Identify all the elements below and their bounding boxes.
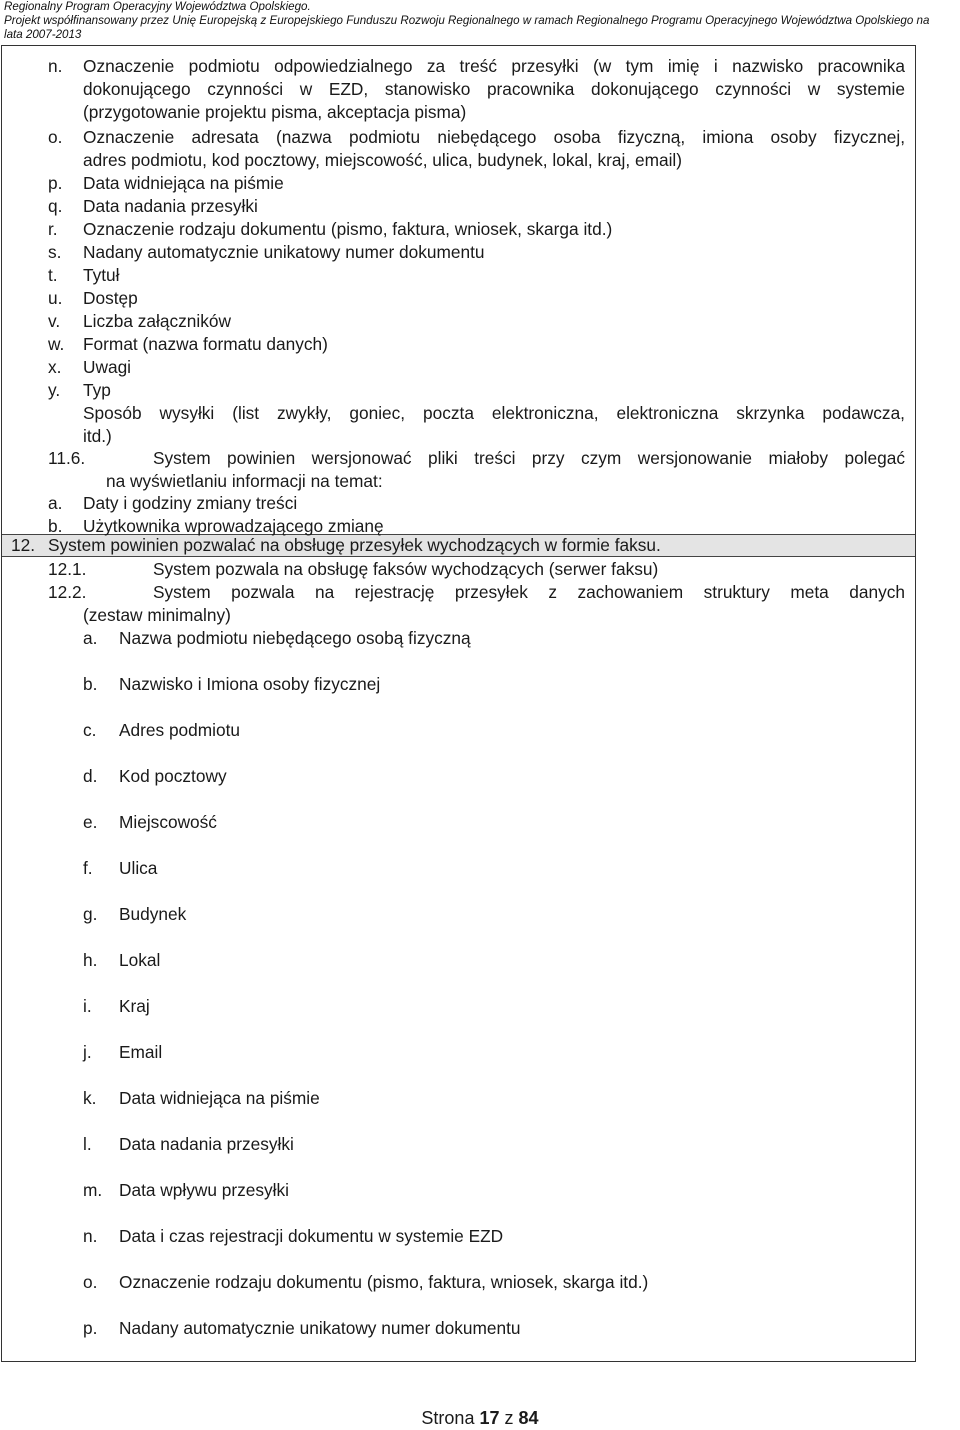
item-o-marker: o. xyxy=(48,127,63,147)
req-11-6-b-marker: b. xyxy=(48,516,63,536)
item-t-marker: t. xyxy=(48,265,58,285)
field-text: Data nadania przesyłki xyxy=(119,1134,294,1154)
item-n-line-1: Oznaczenie podmiotu odpowiedzialnego za treść przesyłki (w tym imię i nazwisko pracownika xyxy=(83,56,905,76)
item-q-marker: q. xyxy=(48,196,63,216)
item-w-marker: w. xyxy=(48,334,65,354)
field-marker: e. xyxy=(83,812,98,832)
section-12-number: 12. xyxy=(11,535,36,555)
field-marker: i. xyxy=(83,996,92,1016)
field-text: Data widniejąca na piśmie xyxy=(119,1088,320,1108)
footer-separator: z xyxy=(504,1408,514,1428)
field-text: Lokal xyxy=(119,950,161,970)
item-p-text: Data widniejąca na piśmie xyxy=(83,173,284,193)
field-marker: c. xyxy=(83,720,97,740)
req-12-1-number: 12.1. xyxy=(48,559,87,579)
field-marker: d. xyxy=(83,766,98,786)
field-marker: n. xyxy=(83,1226,98,1246)
item-p-marker: p. xyxy=(48,173,63,193)
section-12-title: System powinien pozwalać na obsługę przesyłek wychodzących w formie faksu. xyxy=(48,535,661,555)
req-11-6-a-marker: a. xyxy=(48,493,63,513)
req-12-2-line-1: System pozwala na rejestrację przesyłek z zachowaniem struktury meta danych xyxy=(153,582,905,602)
item-x-marker: x. xyxy=(48,357,62,377)
field-text: Budynek xyxy=(119,904,187,924)
item-n-line-3: (przygotowanie projektu pisma, akceptacja pisma) xyxy=(83,102,467,122)
item-r-text: Oznaczenie rodzaju dokumentu (pismo, faktura, wniosek, skarga itd.) xyxy=(83,219,613,239)
field-text: Adres podmiotu xyxy=(119,720,241,740)
field-text: Ulica xyxy=(119,858,158,878)
item-y-line-2: itd.) xyxy=(83,426,112,446)
field-marker: b. xyxy=(83,674,98,694)
field-marker: p. xyxy=(83,1318,98,1338)
item-s-text: Nadany automatycznie unikatowy numer dokumentu xyxy=(83,242,485,262)
item-t-text: Tytuł xyxy=(83,265,120,285)
field-marker: g. xyxy=(83,904,98,924)
item-u-text: Dostęp xyxy=(83,288,138,308)
req-11-6-number: 11.6. xyxy=(48,448,86,468)
field-text: Nadany automatycznie unikatowy numer dokumentu xyxy=(119,1318,521,1338)
item-u-marker: u. xyxy=(48,288,63,308)
field-marker: k. xyxy=(83,1088,97,1108)
item-s-marker: s. xyxy=(48,242,62,262)
item-n-marker: n. xyxy=(48,56,63,76)
item-y-line-1: Sposób wysyłki (list zwykły, goniec, poczta elektroniczna, elektroniczna skrzynka podawcza, xyxy=(83,403,905,423)
requirements-table xyxy=(1,45,916,1362)
req-11-6-a-text: Daty i godziny zmiany treści xyxy=(83,493,298,513)
header-line-2: Projekt współfinansowany przez Unię Europejską z Europejskiego Funduszu Rozwoju Regionalnego w ramach Regionalnego Programu Operacyjnego Województwa Opolskiego na xyxy=(4,14,930,27)
field-text: Data wpływu przesyłki xyxy=(119,1180,289,1200)
item-v-text: Liczba załączników xyxy=(83,311,231,331)
item-y-text: Typ xyxy=(83,380,111,400)
field-text: Oznaczenie rodzaju dokumentu (pismo, faktura, wniosek, skarga itd.) xyxy=(119,1272,649,1292)
req-11-6-line-2: na wyświetlaniu informacji na temat: xyxy=(106,471,383,491)
field-text: Kraj xyxy=(119,996,150,1016)
req-12-2-line-2: (zestaw minimalny) xyxy=(83,605,231,625)
req-12-2-number: 12.2. xyxy=(48,582,87,602)
field-marker: f. xyxy=(83,858,93,878)
req-11-6-b-text: Użytkownika wprowadzającego zmianę xyxy=(83,516,384,536)
item-q-text: Data nadania przesyłki xyxy=(83,196,258,216)
field-text: Nazwa podmiotu niebędącego osobą fizyczną xyxy=(119,628,471,648)
header-line-3: lata 2007-2013 xyxy=(4,28,82,41)
item-n-line-2: dokonującego czynności w EZD, stanowisko pracownika dokonującego czynności w systemie xyxy=(83,79,905,99)
field-marker: o. xyxy=(83,1272,98,1292)
field-marker: m. xyxy=(83,1180,103,1200)
field-marker: a. xyxy=(83,628,98,648)
footer-page-total: 84 xyxy=(518,1408,539,1428)
item-o-line-2: adres podmiotu, kod pocztowy, miejscowość, ulica, budynek, lokal, kraj, email) xyxy=(83,150,683,170)
footer-prefix: Strona xyxy=(421,1408,475,1428)
field-text: Email xyxy=(119,1042,163,1062)
header-line-1: Regionalny Program Operacyjny Województwa Opolskiego. xyxy=(4,0,311,13)
field-text: Miejscowość xyxy=(119,812,217,832)
field-marker: l. xyxy=(83,1134,92,1154)
req-12-1-text: System pozwala na obsługę faksów wychodzących (serwer faksu) xyxy=(153,559,659,579)
field-text: Kod pocztowy xyxy=(119,766,227,786)
item-x-text: Uwagi xyxy=(83,357,132,377)
field-marker: j. xyxy=(83,1042,92,1062)
page-footer xyxy=(0,1406,960,1430)
item-y-marker: y. xyxy=(48,380,61,400)
item-r-marker: r. xyxy=(48,219,58,239)
field-marker: h. xyxy=(83,950,98,970)
field-text: Nazwisko i Imiona osoby fizycznej xyxy=(119,674,381,694)
item-o-line-1: Oznaczenie adresata (nazwa podmiotu niebędącego osoba fizyczną, imiona osoby fizycznej, xyxy=(83,127,905,147)
page-header xyxy=(4,0,960,42)
item-w-text: Format (nazwa formatu danych) xyxy=(83,334,328,354)
req-11-6-line-1: System powinien wersjonować pliki treści przy czym wersjonowanie miałoby polegać xyxy=(153,448,905,468)
field-text: Data i czas rejestracji dokumentu w systemie EZD xyxy=(119,1226,504,1246)
item-v-marker: v. xyxy=(48,311,61,331)
footer-page-number: 17 xyxy=(479,1408,500,1428)
